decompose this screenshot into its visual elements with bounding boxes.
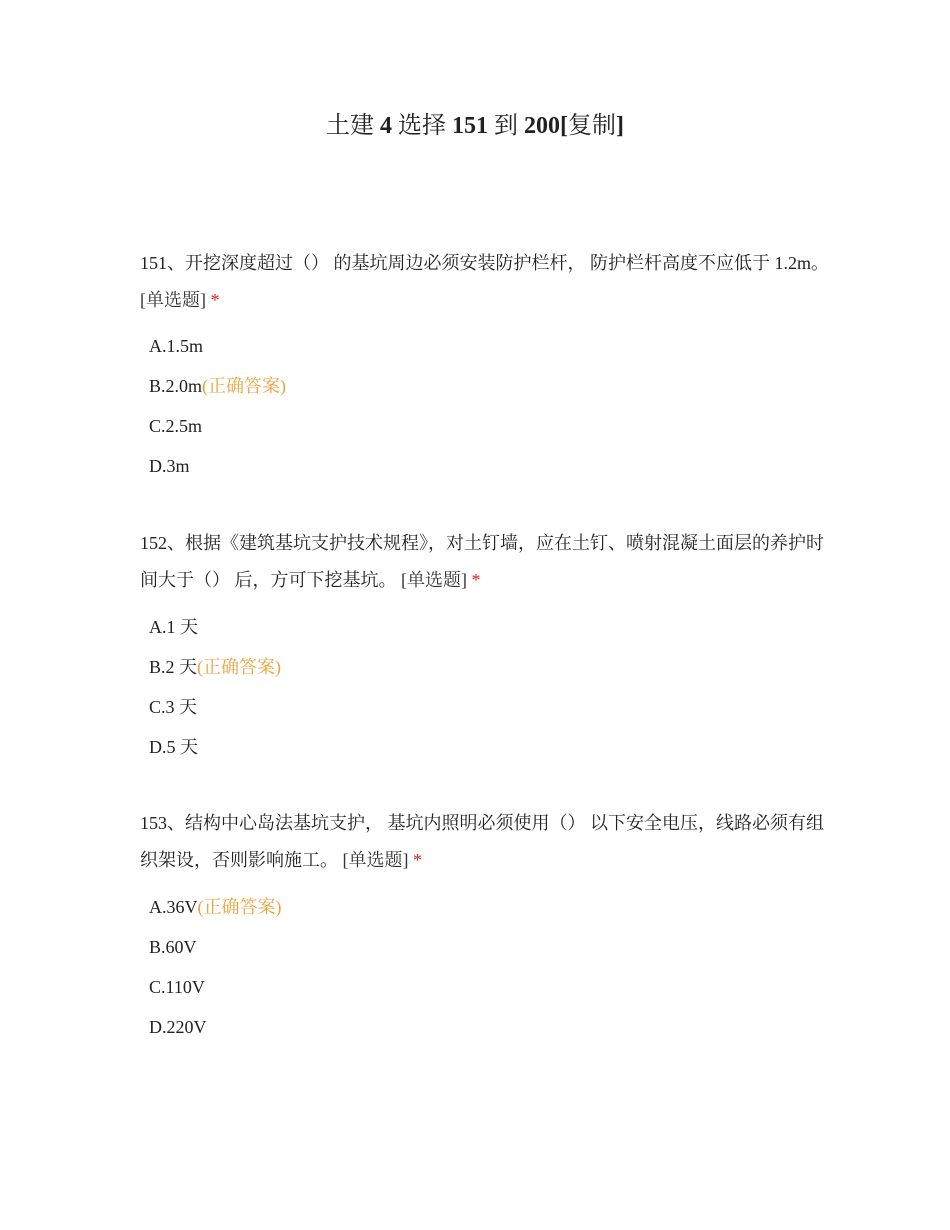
- question-text: [140, 245, 830, 319]
- required-mark: *: [413, 850, 422, 870]
- title-part: 复制: [568, 113, 616, 139]
- option-b: B.2.0m(正确答案): [149, 376, 287, 396]
- correct-answer-tag: (正确答案): [202, 376, 287, 396]
- title-part: 土建: [326, 113, 374, 139]
- question-stem: 153、结构中心岛法基坑支护， 基坑内照明必须使用（） 以下安全电压，线路必须有组织架设，否则影响施工。: [140, 813, 824, 870]
- title-part: 151: [452, 113, 488, 139]
- option-b: B.60V: [149, 937, 197, 957]
- question-152: [140, 525, 830, 767]
- option-c: C.2.5m: [149, 416, 203, 436]
- required-mark: *: [210, 290, 220, 310]
- option-d: D.220V: [149, 1017, 207, 1037]
- required-mark: *: [471, 570, 481, 590]
- question-stem: 151、开挖深度超过（） 的基坑周边必须安装防护栏杆， 防护栏杆高度不应低于 1.2m。: [140, 253, 829, 273]
- question-153: [140, 805, 830, 1047]
- page-title: [0, 108, 950, 144]
- correct-answer-tag: (正确答案): [197, 657, 282, 677]
- options-list: [140, 326, 830, 486]
- options-list: [140, 607, 830, 767]
- question-type: [单选题]: [401, 570, 467, 590]
- option-a: A.1.5m: [149, 336, 203, 356]
- option-c: C.110V: [149, 977, 205, 997]
- title-part: 4: [380, 113, 392, 139]
- title-part: 200[: [524, 113, 568, 139]
- question-type: [单选题]: [140, 290, 206, 310]
- correct-answer-tag: (正确答案): [197, 897, 282, 917]
- title-part: 到: [494, 113, 518, 139]
- question-stem: 152、根据《建筑基坑支护技术规程》，对土钉墙，应在土钉、喷射混凝土面层的养护时间大于（） 后，方可下挖基坑。: [140, 533, 824, 590]
- question-151: [140, 245, 830, 486]
- option-d: D.5 天: [149, 737, 198, 757]
- option-c: C.3 天: [149, 697, 198, 717]
- option-a: A.1 天: [149, 617, 198, 637]
- option-b: B.2 天(正确答案): [149, 657, 282, 677]
- option-a: A.36V(正确答案): [149, 897, 282, 917]
- question-text: [140, 525, 830, 599]
- options-list: [140, 887, 830, 1047]
- question-text: [140, 805, 830, 879]
- question-type: [单选题]: [342, 850, 409, 870]
- title-part: 选择: [398, 113, 446, 139]
- option-d: D.3m: [149, 456, 190, 476]
- title-part: ]: [616, 113, 624, 139]
